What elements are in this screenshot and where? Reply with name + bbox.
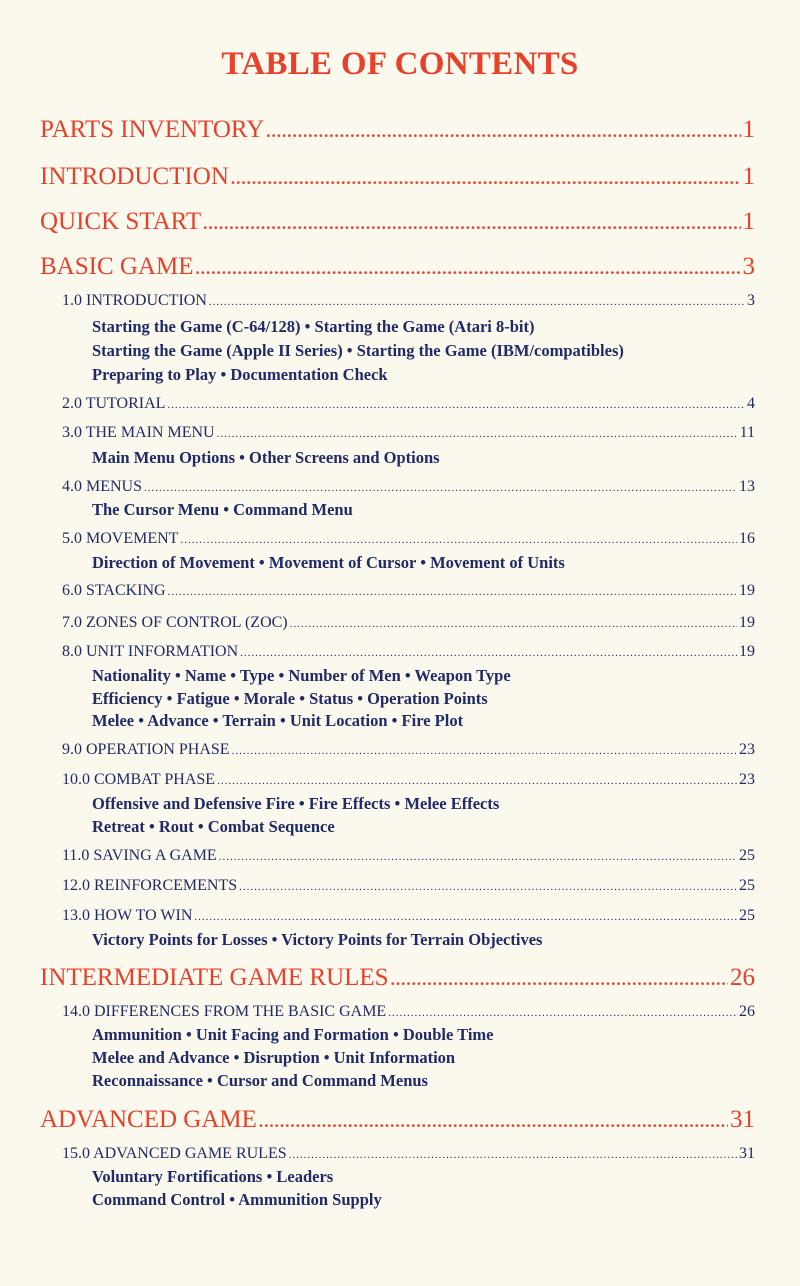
entry-subtopics: Reconnaissance • Cursor and Command Menus xyxy=(92,1071,428,1090)
toc-entry-7-0[interactable] xyxy=(62,614,755,632)
entry-label: 14.0 DIFFERENCES FROM THE BASIC GAME xyxy=(62,1003,387,1020)
toc-entry-5-0[interactable] xyxy=(62,530,755,548)
entry-subtopics: Direction of Movement • Movement of Cursor • Movement of Units xyxy=(92,553,565,572)
entry-label: 1.0 INTRODUCTION xyxy=(62,292,207,309)
dot-leader xyxy=(289,1149,737,1161)
page-number: 23 xyxy=(739,771,755,788)
toc-entry-15-0[interactable] xyxy=(62,1145,755,1163)
dot-leader xyxy=(266,122,740,142)
dot-leader xyxy=(194,911,737,923)
toc-entry-11-0[interactable] xyxy=(62,847,755,865)
entry-subtopics: Voluntary Fortifications • Leaders xyxy=(92,1167,334,1186)
toc-entry-3-0[interactable] xyxy=(62,424,755,442)
toc-section-quick-start[interactable] xyxy=(40,208,755,236)
toc-entry-13-0[interactable] xyxy=(62,907,755,925)
entry-subtopics: Melee • Advance • Terrain • Unit Location • Fire Plot xyxy=(92,711,464,730)
entry-subtopics: Victory Points for Losses • Victory Points for Terrain Objectives xyxy=(92,930,543,949)
page-number: 25 xyxy=(739,847,755,864)
entry-label: 10.0 COMBAT PHASE xyxy=(62,771,216,788)
entry-label: 12.0 REINFORCEMENTS xyxy=(62,877,238,894)
entry-label: 5.0 MOVEMENT xyxy=(62,530,179,547)
entry-subtopics: Retreat • Rout • Combat Sequence xyxy=(92,817,335,836)
toc-entry-14-0[interactable] xyxy=(62,1003,755,1021)
page-number: 26 xyxy=(739,1003,755,1020)
dot-leader xyxy=(290,618,737,630)
section-label: INTRODUCTION xyxy=(40,163,229,190)
page-number: 16 xyxy=(739,530,755,547)
dot-leader xyxy=(144,482,737,494)
page-number: 23 xyxy=(739,741,755,758)
toc-section-advanced[interactable] xyxy=(40,1106,755,1134)
entry-subtopics: The Cursor Menu • Command Menu xyxy=(92,500,353,519)
page-title: TABLE OF CONTENTS xyxy=(221,46,579,82)
page-number: 3 xyxy=(742,253,755,280)
page-number: 19 xyxy=(739,582,755,599)
dot-leader xyxy=(232,745,737,757)
dot-leader xyxy=(209,296,745,308)
dot-leader xyxy=(259,1112,728,1132)
section-label: PARTS INVENTORY xyxy=(40,116,265,143)
toc-entry-4-0[interactable] xyxy=(62,478,755,496)
dot-leader xyxy=(231,169,741,189)
section-label: BASIC GAME xyxy=(40,253,194,280)
page-number: 26 xyxy=(730,964,755,991)
entry-subtopics: Main Menu Options • Other Screens and Options xyxy=(92,448,440,467)
toc-section-introduction[interactable] xyxy=(40,163,755,191)
entry-label: 9.0 OPERATION PHASE xyxy=(62,741,230,758)
entry-label: 3.0 THE MAIN MENU xyxy=(62,424,215,441)
page-number: 19 xyxy=(739,643,755,660)
toc-section-intermediate[interactable] xyxy=(40,964,755,992)
entry-subtopics: Starting the Game (Apple II Series) • Starting the Game (IBM/compatibles) xyxy=(92,341,624,360)
page-number: 1 xyxy=(742,116,755,143)
toc-section-parts-inventory[interactable] xyxy=(40,116,755,144)
entry-label: 8.0 UNIT INFORMATION xyxy=(62,643,239,660)
section-label: QUICK START xyxy=(40,208,202,235)
entry-label: 11.0 SAVING A GAME xyxy=(62,847,217,864)
page-number: 25 xyxy=(739,907,755,924)
dot-leader xyxy=(203,214,740,234)
entry-subtopics: Starting the Game (C-64/128) • Starting the Game (Atari 8-bit) xyxy=(92,317,535,336)
toc-entry-12-0[interactable] xyxy=(62,877,755,895)
dot-leader xyxy=(168,586,737,598)
entry-subtopics: Command Control • Ammunition Supply xyxy=(92,1190,382,1209)
entry-subtopics: Ammunition • Unit Facing and Formation • Double Time xyxy=(92,1025,494,1044)
entry-subtopics: Nationality • Name • Type • Number of Men • Weapon Type xyxy=(92,666,511,685)
section-label: INTERMEDIATE GAME RULES xyxy=(40,964,389,991)
section-label: ADVANCED GAME xyxy=(40,1106,257,1133)
page-number: 19 xyxy=(739,614,755,631)
dot-leader xyxy=(217,775,737,787)
dot-leader xyxy=(240,647,737,659)
page-number: 25 xyxy=(739,877,755,894)
dot-leader xyxy=(219,851,737,863)
page-number: 3 xyxy=(747,292,755,309)
dot-leader xyxy=(239,881,737,893)
entry-label: 4.0 MENUS xyxy=(62,478,143,495)
entry-label: 2.0 TUTORIAL xyxy=(62,395,166,412)
page-number: 31 xyxy=(739,1145,755,1162)
entry-label: 7.0 ZONES OF CONTROL (ZOC) xyxy=(62,614,288,631)
dot-leader xyxy=(167,399,745,411)
entry-label: 13.0 HOW TO WIN xyxy=(62,907,193,924)
toc-entry-10-0[interactable] xyxy=(62,771,755,789)
toc-entry-6-0[interactable] xyxy=(62,582,755,600)
entry-subtopics: Efficiency • Fatigue • Morale • Status • Operation Points xyxy=(92,689,488,708)
page-number: 1 xyxy=(742,208,755,235)
toc-section-basic-game[interactable] xyxy=(40,253,755,281)
entry-label: 6.0 STACKING xyxy=(62,582,166,599)
toc-entry-8-0[interactable] xyxy=(62,643,755,661)
dot-leader xyxy=(196,259,741,279)
toc-entry-9-0[interactable] xyxy=(62,741,755,759)
page-number: 1 xyxy=(742,163,755,190)
page-number: 13 xyxy=(739,478,755,495)
entry-subtopics: Preparing to Play • Documentation Check xyxy=(92,365,388,384)
entry-subtopics: Melee and Advance • Disruption • Unit Information xyxy=(92,1048,456,1067)
dot-leader xyxy=(388,1007,737,1019)
dot-leader xyxy=(217,428,738,440)
toc-entry-1-0[interactable] xyxy=(62,292,755,310)
dot-leader xyxy=(180,534,737,546)
toc-entry-2-0[interactable] xyxy=(62,395,755,413)
entry-subtopics: Offensive and Defensive Fire • Fire Effects • Melee Effects xyxy=(92,794,500,813)
page-number: 4 xyxy=(747,395,755,412)
page-number: 11 xyxy=(739,424,755,441)
entry-label: 15.0 ADVANCED GAME RULES xyxy=(62,1145,287,1162)
page-number: 31 xyxy=(730,1106,755,1133)
dot-leader xyxy=(391,970,728,990)
